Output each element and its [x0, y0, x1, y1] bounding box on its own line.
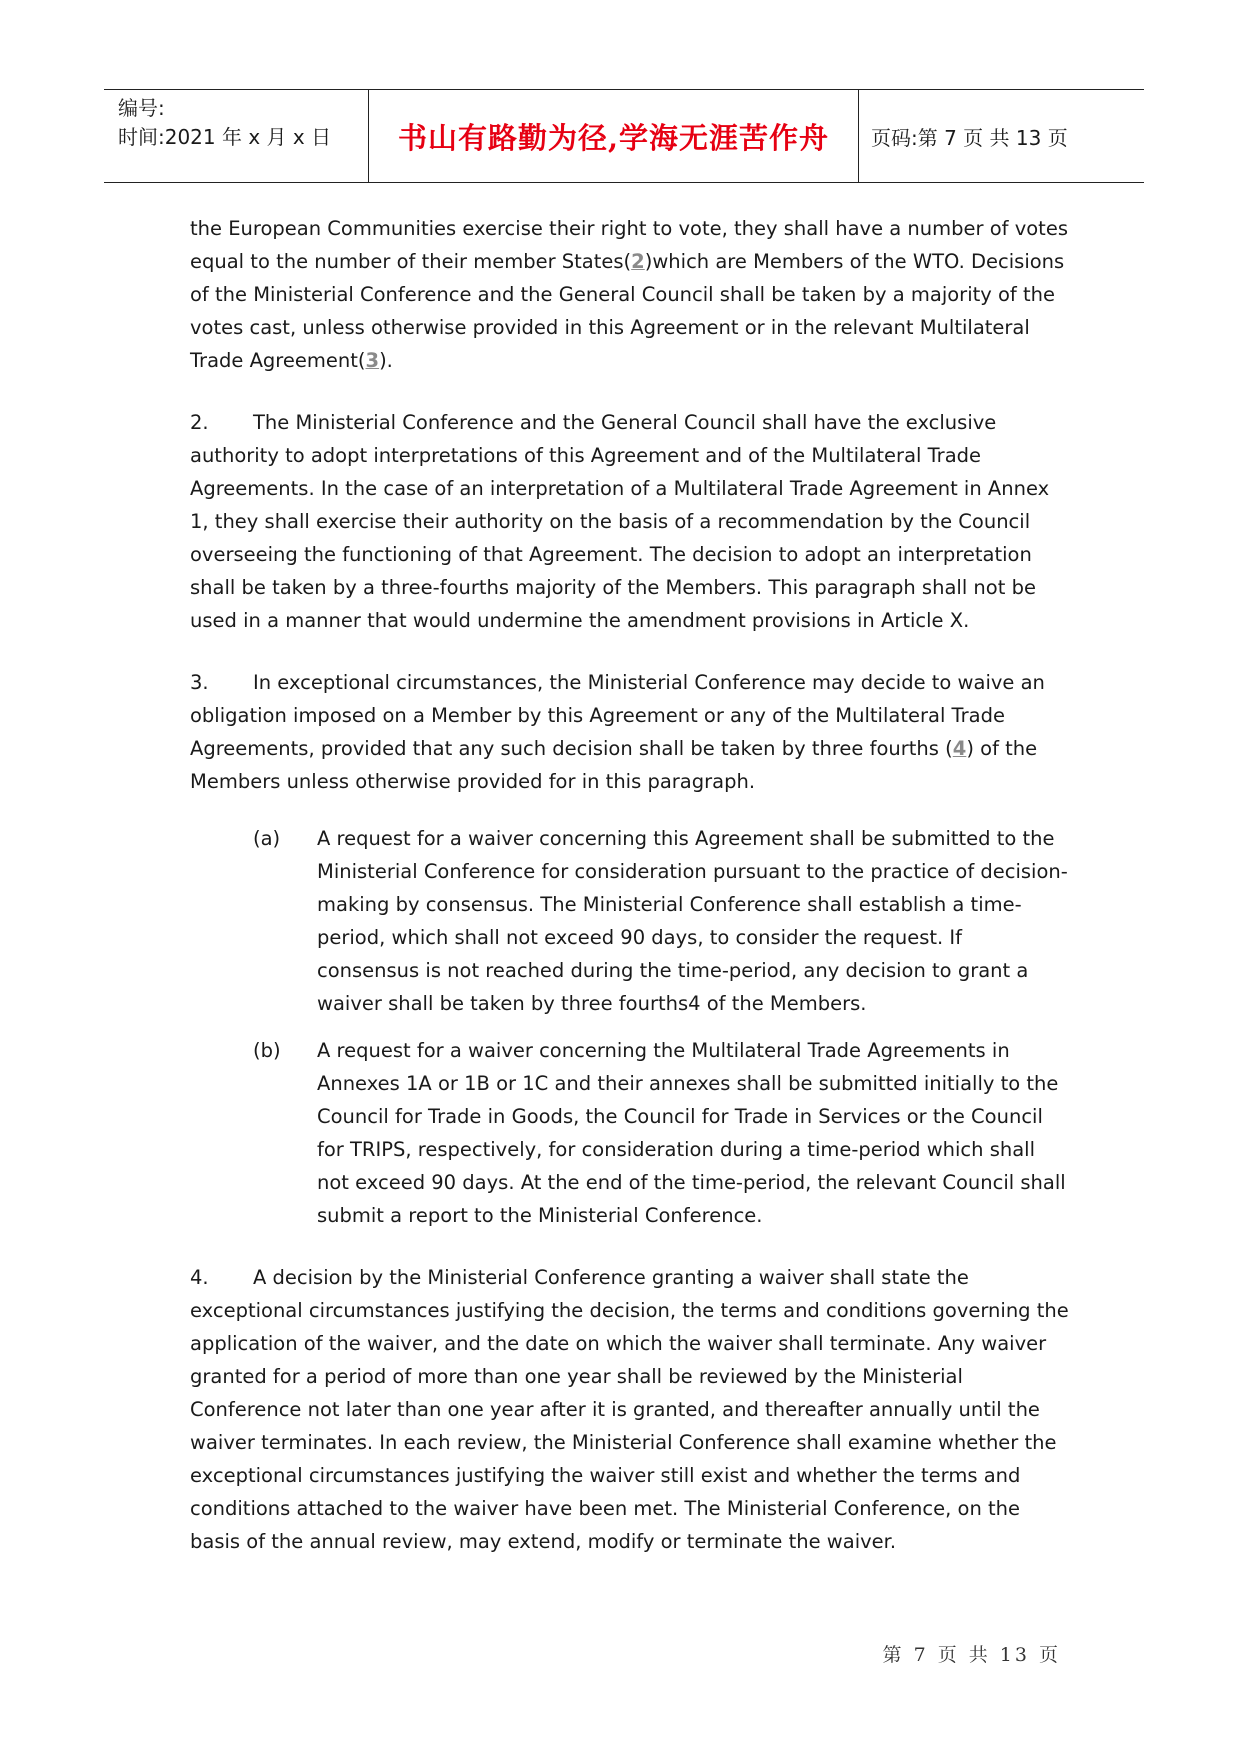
footnote-ref-3[interactable]: 3 [365, 349, 380, 372]
paragraph-4 [190, 1261, 1070, 1558]
footnote-ref-2[interactable]: 2 [631, 250, 645, 273]
subparagraph-text: A request for a waiver concerning this Agreement shall be submitted to the Ministerial Conference for consideration pursuant to the practice of decision-making by consensus. The Ministerial Conference shall establish a time-period, which shall not exceed 90 days, to consider the request. If consensus is not reached during the time-period, any decision to grant a waiver shall be taken by three fourths4 of the Members. [317, 827, 1068, 1015]
header-page-cell [859, 90, 1144, 182]
header-number-label: 编号: [118, 96, 165, 120]
document-body [190, 212, 1070, 1558]
header-meta-cell [104, 90, 369, 182]
paragraph-text: ) of the Members unless otherwise provided for in this paragraph. [190, 737, 1038, 793]
text-run: the European Communities exercise their right to vote, they shall have a number of votes equal to the number of their member States( [190, 217, 1068, 273]
subparagraph-a [253, 822, 1070, 1020]
header-time-label: 时间:2021 年 x 月 x 日 [118, 125, 332, 149]
paragraph-continued [190, 212, 1070, 377]
paragraph-text: A decision by the Ministerial Conference granting a waiver shall state the exceptional circumstances justifying the decision, the terms and conditions governing the application of the waiver, and the date on which the waiver shall terminate. Any waiver granted for a period of more than one year shall be reviewed by the Ministerial Conference not later than one year after it is granted, and thereafter annually until the waiver terminates. In each review, the Ministerial Conference shall examine whether the exceptional circumstances justifying the waiver still exist and whether the terms and conditions attached to the waiver have been met. The Ministerial Conference, on the basis of the annual review, may extend, modify or terminate the waiver. [190, 1266, 1069, 1553]
paragraph-3 [190, 666, 1070, 798]
page-footer: 第 7 页 共 13 页 [882, 1644, 1061, 1666]
header-motto-cell [369, 90, 859, 182]
paragraph-number: 2. [190, 411, 209, 434]
paragraph-2 [190, 406, 1070, 637]
paragraph-number: 3. [190, 671, 209, 694]
paragraph-text: In exceptional circumstances, the Ministerial Conference may decide to waive an obligation imposed on a Member by this Agreement or any of the Multilateral Trade Agreements, provided that any such decision shall be taken by three fourths ( [190, 671, 1045, 760]
paragraph-text: The Ministerial Conference and the General Council shall have the exclusive authority to adopt interpretations of this Agreement and of the Multilateral Trade Agreements. In the case of an interpretation of a Multilateral Trade Agreement in Annex 1, they shall exercise their authority on the basis of a recommendation by the Council overseeing the functioning of that Agreement. The decision to adopt an interpretation shall be taken by a three-fourths majority of the Members. This paragraph shall not be used in a manner that would undermine the amendment provisions in Article X. [190, 411, 1050, 632]
text-run: ). [379, 349, 393, 372]
subparagraph-label: (a) [253, 827, 281, 850]
header-motto: 书山有路勤为径,学海无涯苦作舟 [397, 120, 830, 155]
text-run: )which are Members of the WTO. Decisions of the Ministerial Conference and the General Council shall be taken by a majority of the votes cast, unless otherwise provided in this Agreement or in the relevant Multilateral Trade Agreement( [190, 250, 1065, 372]
footnote-ref-4[interactable]: 4 [952, 737, 967, 760]
paragraph-number: 4. [190, 1266, 209, 1289]
page-header [104, 89, 1144, 183]
header-page-label: 页码:第 7 页 共 13 页 [871, 125, 1068, 150]
subparagraph-label: (b) [253, 1039, 281, 1062]
subparagraph-b [253, 1034, 1070, 1232]
subparagraph-text: A request for a waiver concerning the Multilateral Trade Agreements in Annexes 1A or 1B or 1C and their annexes shall be submitted initially to the Council for Trade in Goods, the Council for Trade in Services or the Council for TRIPS, respectively, for consideration during a time-period which shall not exceed 90 days. At the end of the time-period, the relevant Council shall submit a report to the Ministerial Conference. [317, 1039, 1066, 1227]
